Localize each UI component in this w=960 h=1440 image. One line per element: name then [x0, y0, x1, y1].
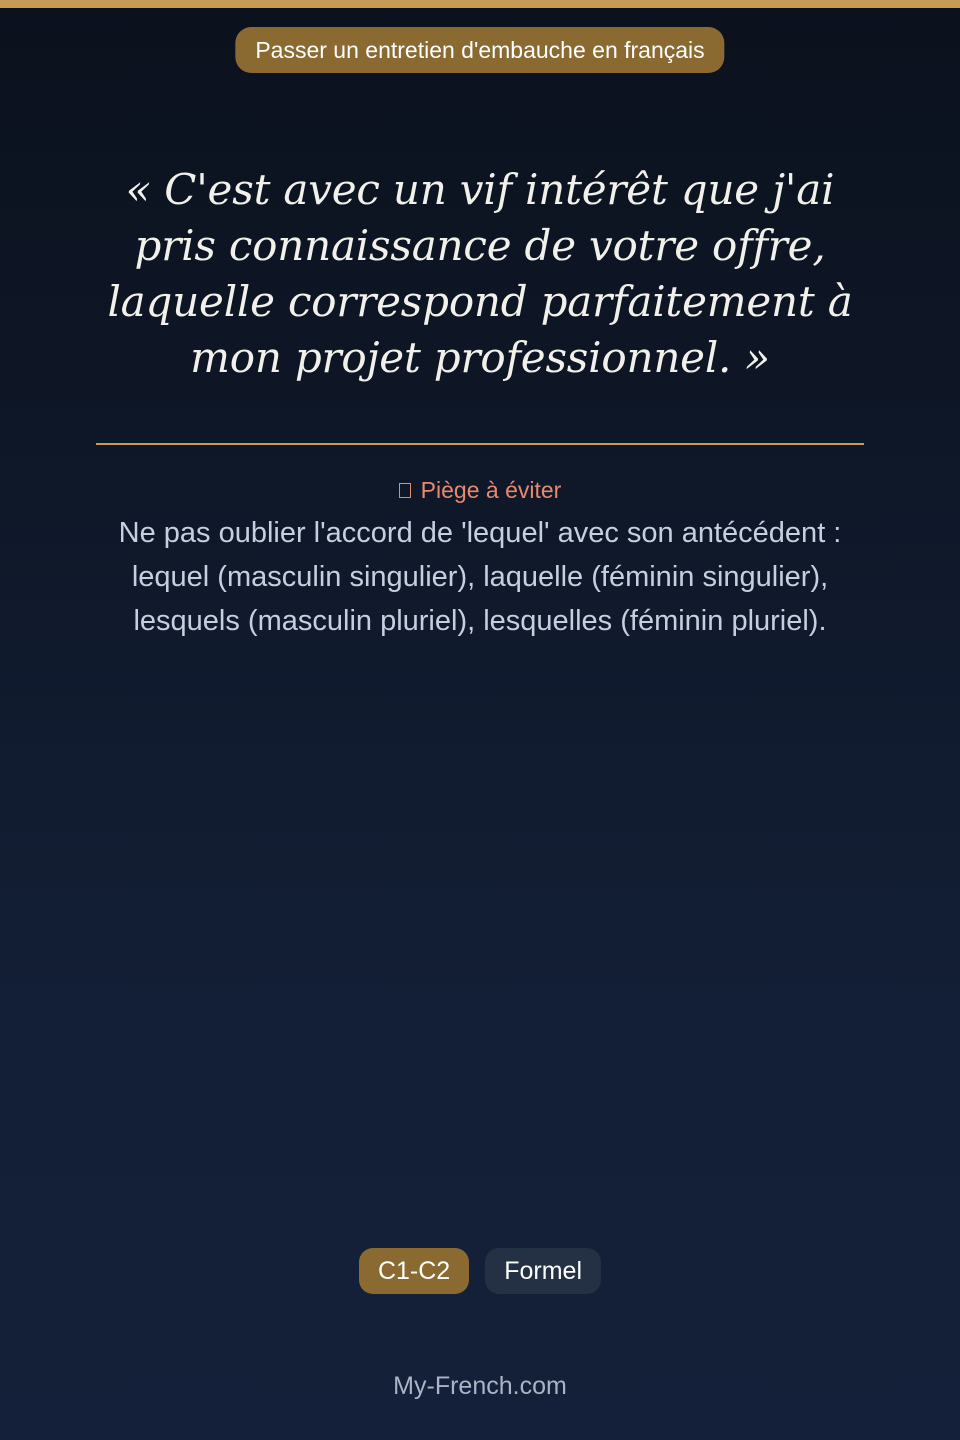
register-tag: Formel	[485, 1248, 601, 1294]
tip-text: Ne pas oublier l'accord de 'lequel' avec son antécédent : lequel (masculin singulier), laquelle (féminin singulier), lesquels (masculin pluriel), lesquelles (féminin pluriel).	[118, 517, 842, 637]
topic-badge: Passer un entretien d'embauche en français	[235, 27, 724, 73]
tag-list	[0, 1248, 960, 1294]
quote-text: « C'est avec un vif intérêt que j'ai pris connaissance de votre offre, laquelle correspond parfaitement à mon projet professionnel. »	[107, 165, 853, 382]
top-accent-bar	[0, 0, 960, 8]
tip-section	[90, 475, 870, 643]
site-footer: My-French.com	[393, 1372, 567, 1400]
tip-heading	[399, 475, 562, 505]
divider	[96, 443, 864, 445]
quote-card	[80, 162, 880, 386]
tip-heading-label: Piège à éviter	[420, 477, 562, 503]
level-tag: C1-C2	[359, 1248, 469, 1294]
warning-icon	[399, 483, 411, 498]
